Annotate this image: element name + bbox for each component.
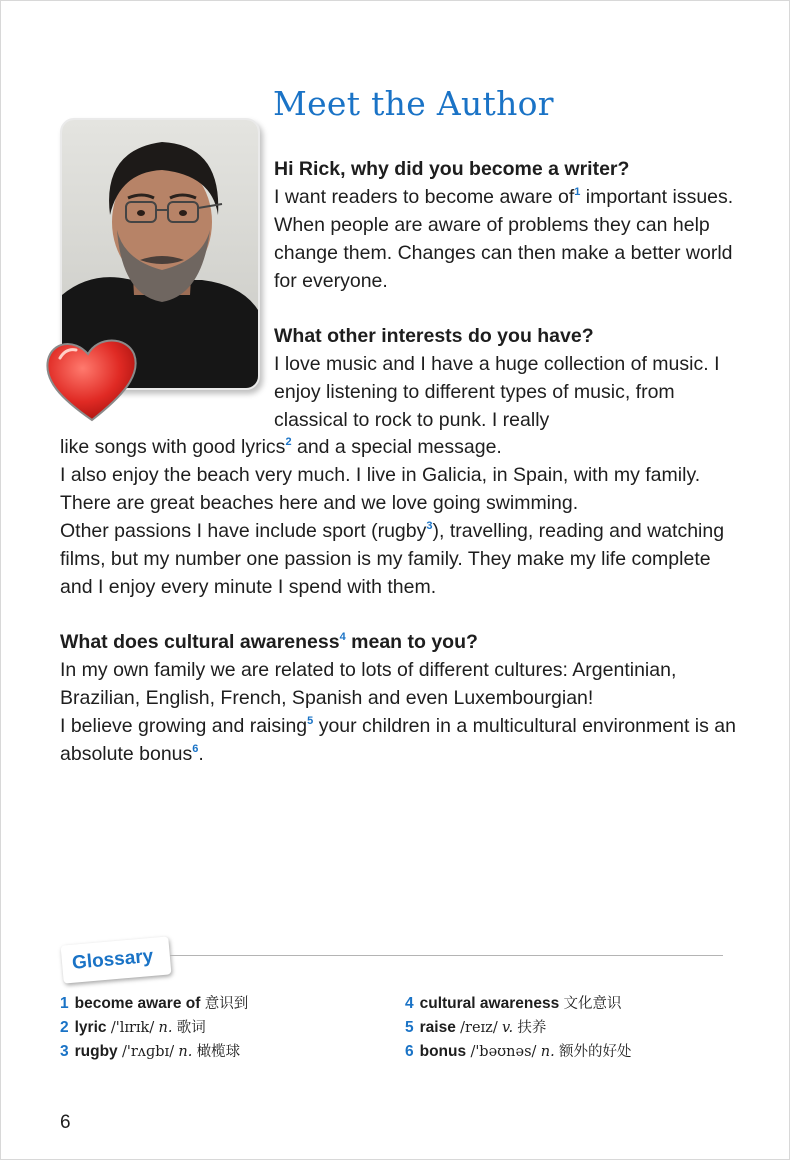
glossary-word: lyric [74,1019,107,1036]
glossary-meaning: 橄榄球 [196,1044,241,1060]
footnote-2: 2 [285,436,292,448]
section-1 [274,155,744,295]
footnote-1: 1 [574,186,581,198]
glossary-item [60,1016,248,1040]
section-2-body [60,433,740,601]
glossary-item [405,1016,632,1040]
answer-1 [274,183,744,295]
glossary-num: 5 [405,1019,414,1036]
answer-2-passions [60,517,740,601]
glossary-item [405,1040,632,1064]
glossary-word: rugby [74,1043,118,1060]
answer-3-cultures: In my own family we are related to lots of different cultures: Argentinian, Brazilian, English, French, Spanish and even Luxembourgian! [60,659,677,709]
glossary-meaning: 歌词 [176,1020,206,1036]
glossary-pos: n. [178,1044,193,1060]
answer-2-beach: I also enjoy the beach very much. I live in Galicia, in Spain, with my family. There are great beaches here and we love going swimming. [60,464,701,514]
footnote-6: 6 [192,743,199,755]
passions-text: Other passions I have include sport (rugby [60,520,427,542]
glossary-meaning: 扶养 [517,1020,547,1036]
glossary-num: 2 [60,1019,69,1036]
answer-2-start: I love music and I have a huge collection of music. I enjoy listening to different types of music, from classical to rock to punk. I really [274,353,720,431]
footnote-4: 4 [339,631,346,643]
glossary-word: become aware of [74,995,201,1012]
glossary-word: bonus [419,1043,467,1060]
passions-text-cont: ), travelling, reading and watching films, but my number one passion is my family. They make my life complete and I enjoy every minute I spend with them. [60,520,725,598]
glossary-pronunciation: /'lɪrɪk/ [110,1020,155,1036]
glossary-pronunciation: /'rʌɡbɪ/ [122,1044,175,1060]
footnote-3: 3 [426,520,433,532]
bonus-text: I believe growing and raising [60,715,308,737]
answer-2-lyrics-cont: and a special message. [291,436,502,458]
section-3 [60,628,740,768]
glossary-pos: n. [158,1020,173,1036]
glossary-num: 3 [60,1043,69,1060]
answer-1-text-cont: important issues. When people are aware of problems they can help change them. Changes can then make a better world for everyone. [274,186,734,292]
glossary-meaning: 文化意识 [563,996,622,1012]
question-1: Hi Rick, why did you become a writer? [274,158,630,180]
question-3-text: What does cultural awareness [60,631,340,653]
glossary-num: 1 [60,995,69,1012]
glossary-meaning: 额外的好处 [559,1044,632,1060]
glossary-divider [170,955,723,956]
page-number: 6 [60,1112,71,1133]
bonus-text-end: . [198,743,204,765]
glossary-label: Glossary [71,945,155,974]
glossary-num: 4 [405,995,414,1012]
question-3-text-cont: mean to you? [345,631,478,653]
answer-1-text: I want readers to become aware of [274,186,575,208]
bonus-text-mid: your children in a multicultural environment is an absolute bonus [60,715,736,765]
heart-icon [40,332,144,426]
glossary-word: cultural awareness [419,995,560,1012]
glossary-pos: n. [540,1044,555,1060]
glossary-column-2 [405,992,632,1064]
question-2: What other interests do you have? [274,325,594,347]
glossary-pronunciation: /'bəʊnəs/ [470,1044,537,1060]
section-2-top [274,322,729,434]
glossary-pronunciation: /reɪz/ [460,1020,498,1036]
footnote-5: 5 [307,715,314,727]
glossary-meaning: 意识到 [204,996,249,1012]
glossary-word: raise [419,1019,456,1036]
glossary-item [60,992,248,1016]
answer-2-lyrics-text: like songs with good lyrics [60,436,286,458]
glossary-num: 6 [405,1043,414,1060]
glossary-item [60,1040,248,1064]
answer-2-cont [60,433,740,461]
page-title: Meet the Author [273,84,554,123]
glossary-pos: v. [502,1020,514,1036]
question-3 [60,628,740,656]
glossary-column-1 [60,992,248,1064]
answer-3-bonus [60,712,740,768]
glossary-item [405,992,632,1016]
